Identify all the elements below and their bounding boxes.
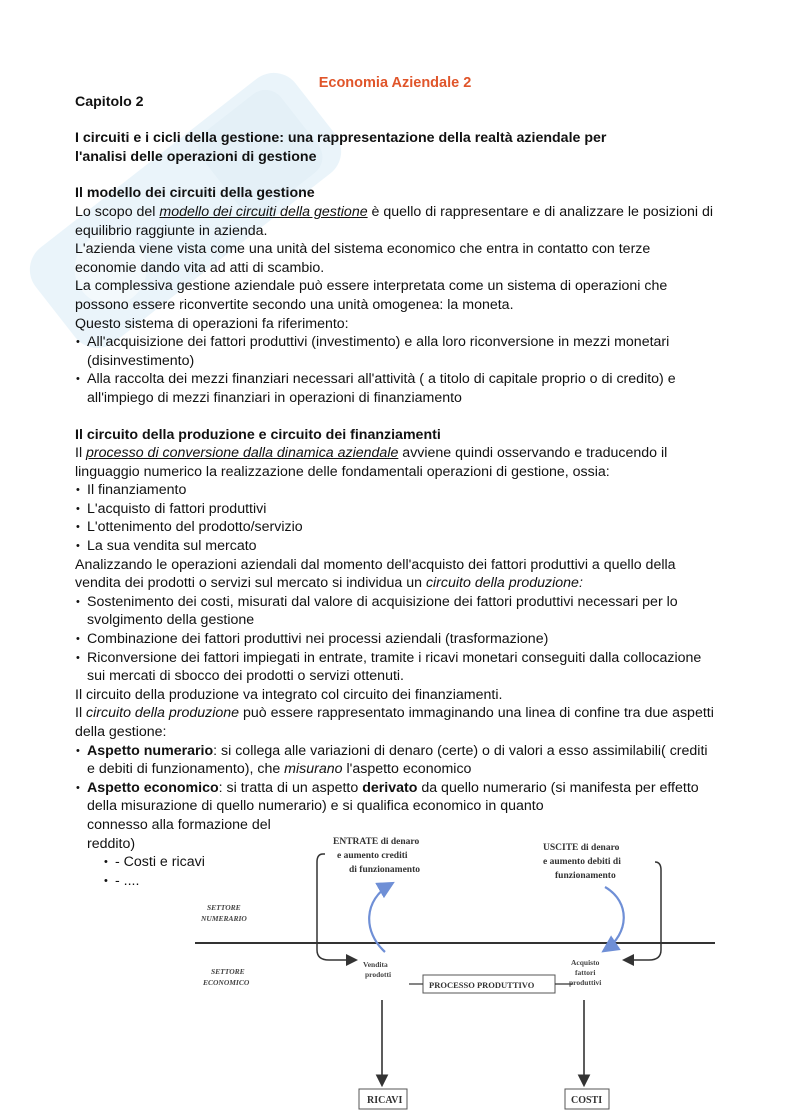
list-circuito — [75, 593, 715, 686]
vendita-label-1: Vendita — [363, 960, 388, 969]
emphasis: misurano — [284, 761, 343, 778]
paragraph-scopo — [75, 203, 715, 240]
text: Analizzando le operazioni aziendali dal momento dell'acquisto dei fattori produttivi a quello della vendita dei prodotti o servizi sul mercato si individua un — [75, 556, 676, 592]
right-flow-line — [625, 862, 661, 960]
uscite-label-2: e aumento debiti di — [543, 857, 621, 867]
sub-item: • - Costi e ricavi — [103, 853, 239, 872]
list-item: • La sua vendita sul mercato — [75, 537, 715, 556]
list-item: • All'acquisizione dei fattori produttivi (investimento) e alla loro riconversione in mezzi monetari (disinvestimento) — [75, 333, 715, 370]
main-heading-line2: l'analisi delle operazioni di gestione — [75, 148, 317, 165]
text-line: reddito) — [87, 835, 136, 852]
emphasis: modello dei circuiti della gestione — [159, 203, 368, 220]
entrate-label-1: ENTRATE di denaro — [333, 837, 420, 847]
text: : si tratta di un aspetto — [218, 779, 363, 796]
text: : si collega alle variazioni di denaro (certe) o di valori a esso assimilabili( crediti e debiti di funzionamento), che — [87, 742, 708, 778]
settore-economico-1: SETTORE — [211, 967, 245, 976]
text: da quello numerario (si manifesta per effetto della misurazione di quello numerario) e si qualifica economico in quanto — [87, 779, 699, 815]
list-item: • Il finanziamento — [75, 481, 715, 500]
main-heading — [75, 129, 715, 166]
text: Il — [75, 705, 87, 722]
emphasis: circuito della produzione — [86, 705, 240, 722]
list-item-numerario — [75, 742, 715, 779]
production-circuit-diagram — [195, 832, 715, 1111]
sub-item: • - .... — [103, 872, 715, 891]
list-item: • Sostenimento dei costi, misurati dal valore di acquisizione dei fattori produttivi necessari per lo svolgimento della gestione — [75, 593, 715, 630]
clipped-line: connesso alla formazione del — [87, 816, 271, 833]
settore-numerario-2: NUMERARIO — [201, 914, 247, 923]
acquisto-label-1: Acquisto — [571, 958, 600, 967]
bold-term: Aspetto numerario — [87, 742, 214, 759]
vendita-label-2: prodotti — [365, 970, 392, 979]
list-riferimento — [75, 333, 715, 407]
bold-term: Aspetto economico — [87, 779, 219, 796]
paragraph-integrato: Il circuito della produzione va integrato col circuito dei finanziamenti. — [75, 686, 503, 703]
list-item: • Riconversione dei fattori impiegati in entrate, tramite i ricavi monetari conseguiti dalla collocazione sui mercati di sbocco dei prodotti o servizi ottenuti. — [75, 649, 715, 686]
section-heading-circuiti: Il modello dei circuiti della gestione — [75, 185, 315, 202]
paragraph-gestione: La complessiva gestione aziendale può essere interpretata come un sistema di operazioni che possono essere riconvertite secondo una unità omogenea: la moneta. — [75, 278, 668, 313]
settore-numerario-1: SETTORE — [207, 903, 241, 912]
entrate-label-2: e aumento crediti — [337, 851, 408, 861]
costi-label: COSTI — [571, 1095, 603, 1106]
text: Lo scopo del — [75, 203, 160, 220]
uscite-label-3: funzionamento — [555, 871, 616, 881]
paragraph-azienda: L'azienda viene vista come una unità del sistema economico che entra in contatto con terze economie dando vita ad atti di scambio. — [75, 241, 651, 276]
bold-term: derivato — [362, 779, 418, 796]
ricavi-label: RICAVI — [367, 1095, 403, 1106]
blue-arc-right — [605, 887, 624, 950]
text: può essere rappresentato immaginando una linea di confine tra due aspetti della gestione: — [75, 705, 714, 740]
uscite-label-1: USCITE di denaro — [543, 843, 620, 853]
processo-label: PROCESSO PRODUTTIVO — [429, 980, 535, 990]
emphasis: processo di conversione dalla dinamica aziendale — [86, 445, 399, 462]
acquisto-label-2: fattori — [575, 968, 596, 977]
paragraph-confine — [75, 704, 715, 741]
main-heading-line1: I circuiti e i cicli della gestione: una rappresentazione della realtà aziendale per — [75, 130, 607, 147]
entrate-label-3: di funzionamento — [349, 865, 420, 875]
settore-economico-2: ECONOMICO — [203, 978, 250, 987]
acquisto-label-3: produttivi — [569, 978, 602, 987]
emphasis: circuito della produzione: — [425, 575, 583, 592]
document-page — [75, 74, 715, 890]
text: avviene quindi osservando e traducendo il linguaggio numerico la realizzazione delle fondamentali operazioni di gestione, ossia: — [75, 445, 668, 480]
list-item: • Combinazione dei fattori produttivi nei processi aziendali (trasformazione) — [75, 630, 715, 649]
list-operazioni — [75, 481, 715, 555]
paragraph-riferimento: Questo sistema di operazioni fa riferimento: — [75, 315, 349, 332]
text: è quello di rappresentare e di analizzare le posizioni di equilibrio raggiunte in azienda. — [75, 203, 714, 239]
list-item: • L'ottenimento del prodotto/servizio — [75, 518, 715, 537]
diagram-svg — [195, 832, 715, 1111]
paragraph-processo — [75, 444, 715, 481]
list-item: • Alla raccolta dei mezzi finanziari necessari all'attività ( a titolo di capitale proprio o di credito) e all'impiego di mezzi finanziari in operazioni di finanziamento — [75, 370, 715, 407]
chapter-label: Capitolo 2 — [75, 93, 144, 110]
paragraph-analizzando — [75, 556, 715, 593]
text: Il — [75, 445, 87, 462]
list-item: • L'acquisto di fattori produttivi — [75, 500, 715, 519]
section-heading-produzione: Il circuito della produzione e circuito dei finanziamenti — [75, 426, 441, 443]
text: l'aspetto economico — [342, 761, 472, 778]
blue-arc-left — [369, 884, 391, 952]
document-title: Economia Aziendale 2 — [318, 75, 472, 91]
